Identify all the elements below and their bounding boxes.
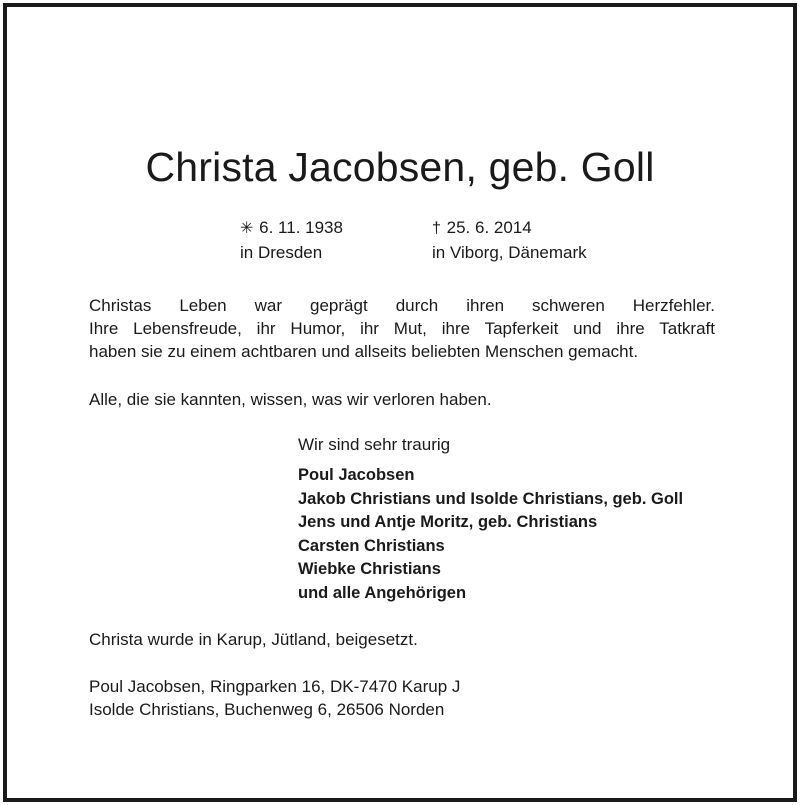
- loss-paragraph: Alle, die sie kannten, wissen, was wir verloren haben.: [89, 390, 492, 409]
- mourner-name: Wiebke Christians: [298, 560, 441, 578]
- tribute-line: Christas Leben war geprägt durch ihren schweren Herzfehler.: [89, 296, 715, 315]
- death-date-line: [432, 216, 587, 241]
- burial-note: Christa wurde in Karup, Jütland, beigesetzt.: [89, 630, 418, 649]
- birth-star-icon: ✳: [240, 220, 254, 237]
- death-cross-icon: †: [432, 220, 441, 237]
- death-info: [432, 216, 587, 265]
- obituary-notice: [3, 3, 797, 802]
- deceased-name: Christa Jacobsen, geb. Goll: [145, 144, 655, 190]
- tribute-paragraph: [89, 294, 715, 363]
- mourner-name: Jakob Christians und Isolde Christians, geb. Goll: [298, 489, 684, 508]
- birth-date-line: [240, 216, 343, 241]
- mourner-name: und alle Angehörigen: [298, 583, 467, 602]
- mourner-name: Carsten Christians: [298, 536, 445, 555]
- contact-addresses: [89, 675, 460, 721]
- mourner-name: Jens und Antje Moritz, geb. Christians: [298, 513, 598, 531]
- death-date: 25. 6. 2014: [446, 218, 532, 237]
- address-line: Poul Jacobsen, Ringparken 16, DK-7470 Karup J: [89, 677, 461, 696]
- birth-place: in Dresden: [240, 243, 323, 262]
- mourners-intro: Wir sind sehr traurig: [298, 435, 451, 454]
- death-place: in Viborg, Dänemark: [432, 243, 587, 262]
- address-line: Isolde Christians, Buchenweg 6, 26506 Norden: [89, 700, 445, 719]
- birth-info: [240, 216, 343, 265]
- birth-date: 6. 11. 1938: [259, 218, 343, 237]
- mourners-list: [298, 464, 683, 605]
- tribute-line: haben sie zu einem achtbaren und allseits beliebten Menschen gemacht.: [89, 342, 639, 361]
- mourner-name: Poul Jacobsen: [298, 466, 415, 484]
- tribute-line: Ihre Lebensfreude, ihr Humor, ihr Mut, ihre Tapferkeit und ihre Tatkraft: [89, 319, 715, 338]
